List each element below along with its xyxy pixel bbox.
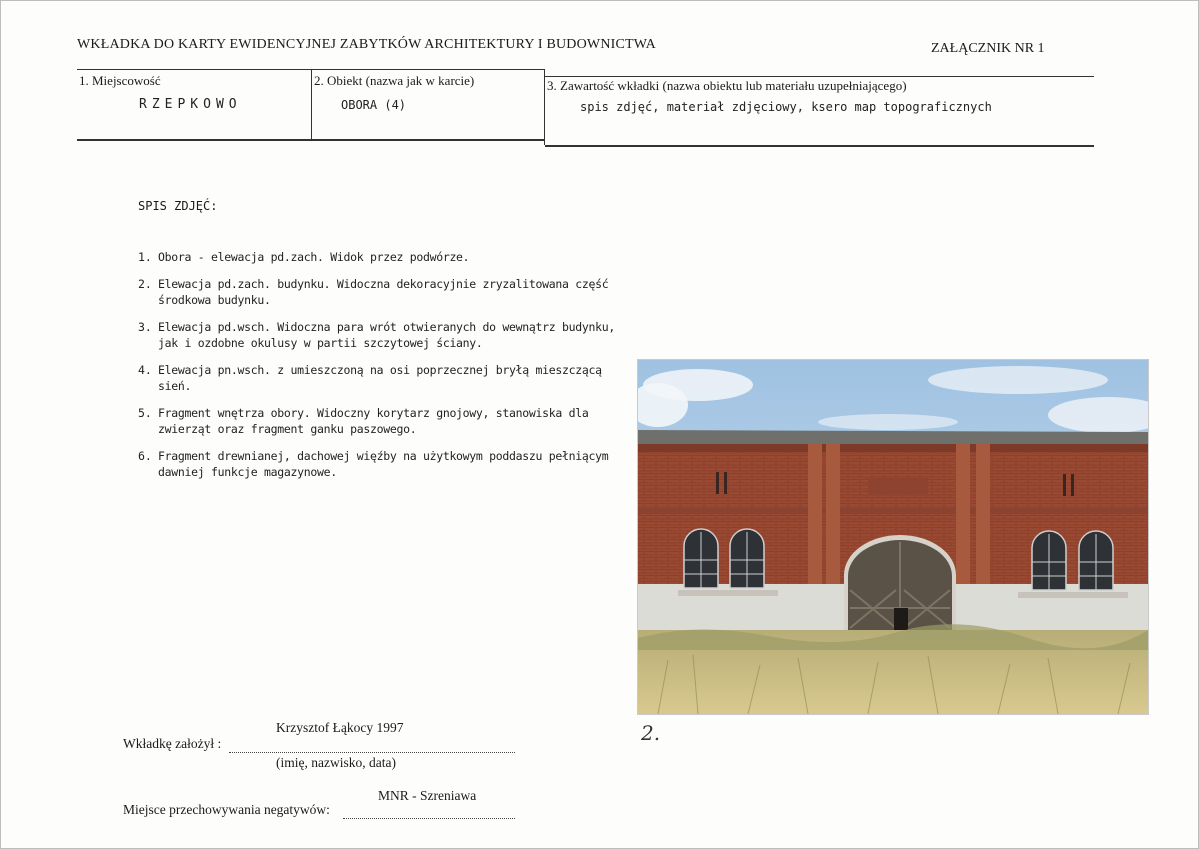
item-text: Elewacja pn.wsch. z umieszczoną na osi poprzecznej bryłą mieszczącą sień. bbox=[158, 363, 602, 393]
item-text: Elewacja pd.wsch. Widoczna para wrót otwieranych do wewnątrz budynku, jak i ozdobne okulusy w partii szczytowej ściany. bbox=[158, 320, 616, 350]
list-item bbox=[138, 448, 638, 480]
negatives-value: MNR - Szreniawa bbox=[378, 788, 477, 803]
founder-caption: (imię, nazwisko, data) bbox=[276, 755, 396, 770]
item-number: 4. bbox=[138, 363, 152, 377]
founder-label: Wkładkę założył : bbox=[123, 736, 222, 751]
photo-list bbox=[138, 249, 638, 491]
annex-number: ZAŁĄCZNIK NR 1 bbox=[931, 41, 1045, 56]
item-number: 5. bbox=[138, 406, 152, 420]
photo-list-heading: SPIS ZDJĘĆ: bbox=[138, 199, 218, 213]
item-text: Obora - elewacja pd.zach. Widok przez podwórze. bbox=[158, 250, 470, 264]
founder-dotted-line bbox=[229, 752, 515, 753]
founder-value: Krzysztof Łąkocy 1997 bbox=[276, 720, 404, 735]
list-item bbox=[138, 362, 638, 394]
document-title: WKŁADKA DO KARTY EWIDENCYJNEJ ZABYTKÓW ARCHITEKTURY I BUDOWNICTWA bbox=[77, 37, 656, 52]
contents-label: 3. Zawartość wkładki (nazwa obiektu lub materiału uzupełniającego) bbox=[547, 78, 907, 93]
contents-value: spis zdjęć, materiał zdjęciowy, ksero map topograficznych bbox=[580, 100, 992, 114]
form-divider-2 bbox=[544, 69, 545, 145]
locality-label: 1. Miejscowość bbox=[79, 73, 161, 88]
form-top-line-right bbox=[545, 76, 1094, 77]
form-bottom-line-right bbox=[545, 145, 1094, 147]
barn-photograph bbox=[637, 359, 1149, 715]
negatives-label: Miejsce przechowywania negatywów: bbox=[123, 802, 330, 817]
item-text: Fragment drewnianej, dachowej więźby na użytkowym poddaszu pełniącym dawniej funkcje magazynowe. bbox=[158, 449, 609, 479]
item-number: 1. bbox=[138, 250, 152, 264]
form-divider-1 bbox=[311, 69, 312, 140]
item-number: 6. bbox=[138, 449, 152, 463]
item-text: Elewacja pd.zach. budynku. Widoczna dekoracyjnie zryzalitowana część środkowa budynku. bbox=[158, 277, 609, 307]
photo-number-handwritten: 2. bbox=[641, 721, 661, 745]
list-item bbox=[138, 319, 638, 351]
locality-value: RZEPKOWO bbox=[139, 97, 242, 112]
negatives-dotted-line bbox=[343, 818, 515, 819]
object-label: 2. Obiekt (nazwa jak w karcie) bbox=[314, 73, 475, 88]
list-item bbox=[138, 276, 638, 308]
object-value: OBORA (4) bbox=[341, 98, 407, 112]
item-number: 3. bbox=[138, 320, 152, 334]
list-item bbox=[138, 249, 638, 265]
item-number: 2. bbox=[138, 277, 152, 291]
item-text: Fragment wnętrza obory. Widoczny korytarz gnojowy, stanowiska dla zwierząt oraz fragment ganku paszowego. bbox=[158, 406, 589, 436]
list-item bbox=[138, 405, 638, 437]
